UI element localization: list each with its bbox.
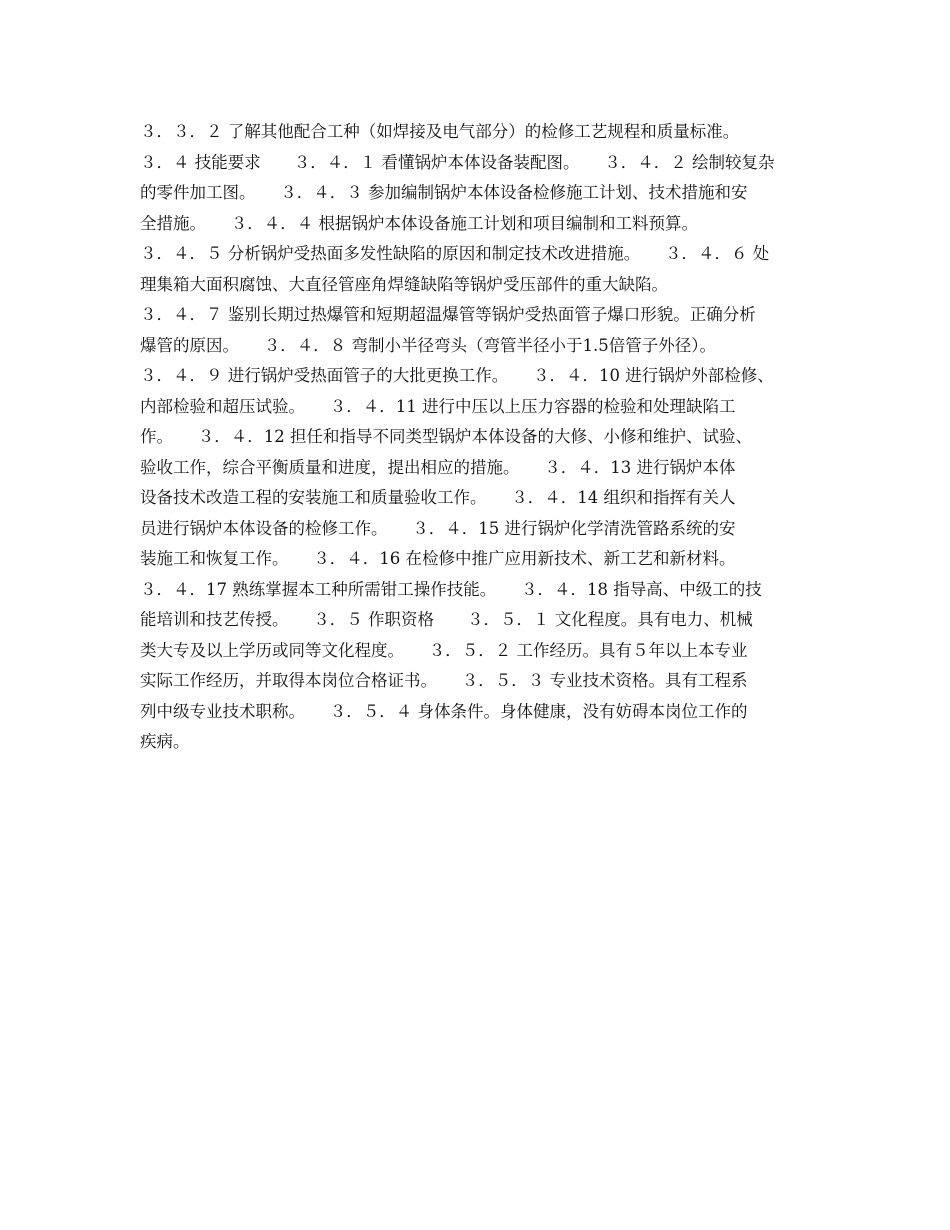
text-line: ３．４．17 熟练掌握本工种所需钳工操作技能。 ３．４．18 指导高、中级工的技 [140, 579, 762, 599]
text-line: 验收工作，综合平衡质量和进度，提出相应的措施。 ３．４．13 进行锅炉本体 [140, 457, 736, 477]
document-body [140, 117, 820, 758]
text-line: 疾病。 [140, 732, 190, 751]
text-line: ３．４．９ 进行锅炉受热面管子的大批更换工作。 ３．４．10 进行锅炉外部检修、 [140, 366, 774, 385]
text-line: 爆管的原因。 ３．４．８ 弯制小半径弯头（弯管半径小于1.5倍管子外径）。 [140, 335, 716, 355]
text-line: 内部检验和超压试验。 ３．４．11 进行中压以上压力容器的检验和处理缺陷工 [140, 396, 736, 416]
text-line: ３．３．２ 了解其他配合工种（如焊接及电气部分）的检修工艺规程和质量标准。 [140, 122, 740, 141]
text-line: 类大专及以上学历或同等文化程度。 ３．５．２ 工作经历。具有５年以上本专业 [140, 640, 748, 660]
text-line: 设备技术改造工程的安装施工和质量验收工作。 ３．４．14 组织和指挥有关人 [140, 488, 736, 507]
text-line: 全措施。 ３．４．４ 根据锅炉本体设备施工计划和项目编制和工料预算。 [140, 213, 698, 233]
text-line: 装施工和恢复工作。 ３．４．16 在检修中推广应用新技术、新工艺和新材料。 [140, 549, 736, 568]
text-line: ３．４．７ 鉴别长期过热爆管和短期超温爆管等锅炉受热面管子爆口形貌。正确分析 [140, 305, 756, 324]
text-line: 能培训和技艺传授。 ３．５ 作职资格 ３．５．１ 文化程度。具有电力、机械 [140, 610, 753, 629]
text-line: 实际工作经历，并取得本岗位合格证书。 ３．５．３ 专业技术资格。具有工程系 [140, 671, 748, 690]
text-line: ３．４．５ 分析锅炉受热面多发性缺陷的原因和制定技术改进措施。 ３．４．６ 处 [140, 244, 770, 263]
text-line: 作。 ３．４．12 担任和指导不同类型锅炉本体设备的大修、小修和维护、试验、 [140, 427, 752, 446]
text-line: 的零件加工图。 ３．４．３ 参加编制锅炉本体设备检修施工计划、技术措施和安 [140, 183, 748, 202]
text-line: ３．４ 技能要求 ３．４．１ 看懂锅炉本体设备装配图。 ３．４．２ 绘制较复杂 [140, 152, 775, 172]
text-line: 列中级专业技术职称。 ３．５．４ 身体条件。身体健康，没有妨碍本岗位工作的 [140, 701, 748, 721]
text-line: 理集箱大面积腐蚀、大直径管座角焊缝缺陷等锅炉受压部件的重大缺陷。 [140, 274, 668, 294]
text-line: 员进行锅炉本体设备的检修工作。 ３．４．15 进行锅炉化学清洗管路系统的安 [140, 518, 736, 538]
